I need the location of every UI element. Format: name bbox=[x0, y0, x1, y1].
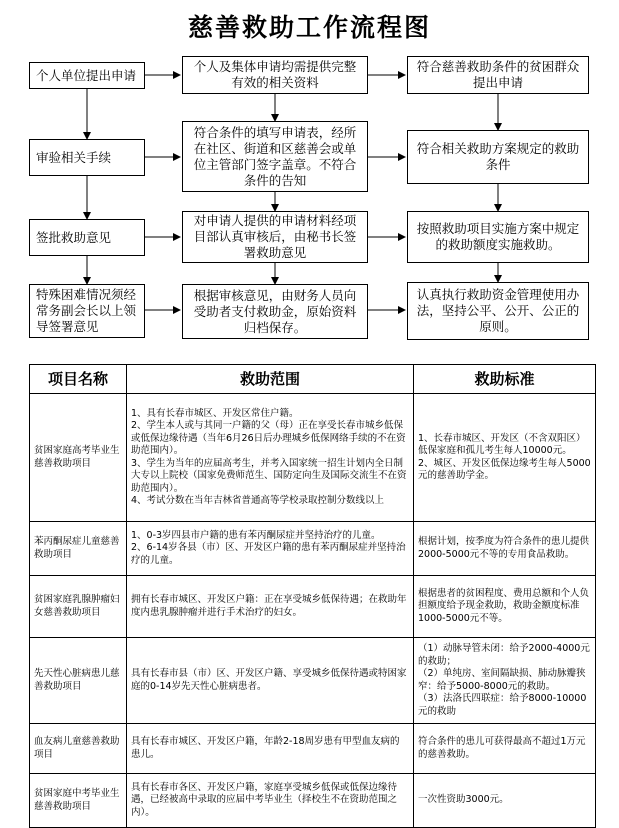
aid-projects-table bbox=[29, 364, 596, 828]
project-name: 苯丙酮尿症儿童慈善救助项目 bbox=[30, 522, 127, 576]
flow-step-conditions bbox=[407, 130, 589, 184]
project-standard: 根据患者的贫困程度、费用总额和个人负担额度给予现金救助，救助金额度标准1000-5000元不等。 bbox=[414, 576, 596, 638]
flow-step-verify bbox=[29, 139, 145, 176]
project-standard: 根据计划，按季度为符合条件的患儿提供2000-5000元不等的专用食品救助。 bbox=[414, 522, 596, 576]
flow-step-principles bbox=[407, 282, 589, 340]
flow-step-text: 认真执行救助资金管理使用办法，坚持公平、公开、公正的原则。 bbox=[416, 287, 580, 334]
project-name: 血友病儿童慈善救助项目 bbox=[30, 724, 127, 774]
table-row bbox=[30, 522, 596, 576]
flow-step-special bbox=[29, 284, 145, 338]
flow-step-review bbox=[182, 211, 368, 263]
project-name: 贫困家庭中考毕业生慈善救助项目 bbox=[30, 774, 127, 828]
project-scope: 拥有长春市城区、开发区户籍：正在享受城乡低保待遇；在救助年度内患乳腺肿瘤并进行手术治疗的妇女。 bbox=[127, 576, 414, 638]
project-standard: 1、长春市城区、开发区（不含双阳区）低保家庭和孤儿考生每人10000元。 2、城区、开发区低保边缘考生每人5000元的慈善助学金。 bbox=[414, 394, 596, 522]
page-title: 慈善救助工作流程图 bbox=[187, 13, 431, 42]
table-row bbox=[30, 774, 596, 828]
project-name: 先天性心脏病患儿慈善救助项目 bbox=[30, 638, 127, 724]
col-header-name: 项目名称 bbox=[30, 365, 127, 394]
table-row bbox=[30, 394, 596, 522]
table-row bbox=[30, 576, 596, 638]
flow-step-amount bbox=[407, 211, 589, 263]
flow-step-eligible bbox=[407, 56, 589, 94]
flow-step-text: 审验相关手续 bbox=[36, 149, 112, 165]
project-standard: 一次性资助3000元。 bbox=[414, 774, 596, 828]
col-header-standard: 救助标准 bbox=[414, 365, 596, 394]
flow-step-text: 特殊困难情况须经常务副会长以上领导签署意见 bbox=[36, 287, 137, 334]
project-scope: 1、具有长春市城区、开发区常住户籍。 2、学生本人或与其同一户籍的父（母）正在享受长春市城乡低保或低保边缘待遇（当年6月26日后办理城乡低保网络手续的不在资助范围内）。 3、学生为当年的应届高考生，并考入国家统一招生计划内全日制大专以上院校（国家免费师范生、国防定向生及国际交流生不在资助范围内）。 4、考试分数在当年吉林省普通高等学校录取控制分数线以上 bbox=[127, 394, 414, 522]
flow-step-text: 符合条件的填写申请表，经所在社区、街道和区慈善会或单位主管部门签字盖章。不符合条件的告知 bbox=[193, 124, 357, 188]
project-scope: 具有长春市县（市）区、开发区户籍、享受城乡低保待遇或特困家庭的0-14岁先天性心脏病患者。 bbox=[127, 638, 414, 724]
flow-step-materials bbox=[182, 56, 368, 94]
flow-step-payment bbox=[182, 284, 368, 339]
flow-step-text: 签批救助意见 bbox=[36, 229, 112, 245]
project-standard: （1）动脉导管未闭：给予2000-4000元的救助； （2）单纯房、室间隔缺损、肺动脉瓣狭窄：给予5000-8000元的救助。 （3）法洛氏四联症：给予8000-10000元的救助 bbox=[414, 638, 596, 724]
flow-step-text: 符合慈善救助条件的贫困群众提出申请 bbox=[416, 59, 580, 90]
project-name: 贫困家庭乳腺肿瘤妇女慈善救助项目 bbox=[30, 576, 127, 638]
project-standard: 符合条件的患儿可获得最高不超过1万元的慈善救助。 bbox=[414, 724, 596, 774]
project-name: 贫困家庭高考毕业生慈善救助项目 bbox=[30, 394, 127, 522]
flow-step-text: 个人单位提出申请 bbox=[36, 67, 137, 83]
project-scope: 1、0-3岁四县市户籍的患有苯丙酮尿症并坚持治疗的儿童。 2、6-14岁各县（市）区、开发区户籍的患有苯丙酮尿症并坚持治疗的儿童。 bbox=[127, 522, 414, 576]
col-header-scope: 救助范围 bbox=[127, 365, 414, 394]
flow-step-text: 按照救助项目实施方案中规定的救助额度实施救助。 bbox=[416, 221, 580, 252]
flow-step-form bbox=[182, 121, 368, 192]
project-scope: 具有长春市各区、开发区户籍，家庭享受城乡低保或低保边缘待遇，已经被高中录取的应届中考毕业生（择校生不在资助范围之内）。 bbox=[127, 774, 414, 828]
flow-step-text: 根据审核意见，由财务人员向受助者支付救助金，原始资料归档保存。 bbox=[193, 287, 357, 335]
flow-step-apply bbox=[29, 62, 145, 89]
flow-step-text: 符合相关救助方案规定的救助条件 bbox=[416, 141, 580, 172]
table-header-row bbox=[30, 365, 596, 394]
flow-step-text: 对申请人提供的申请材料经项目部认真审核后，由秘书长签署救助意见 bbox=[193, 213, 357, 260]
table-row bbox=[30, 724, 596, 774]
flow-step-text: 个人及集体申请均需提供完整有效的相关资料 bbox=[193, 59, 357, 90]
table-row bbox=[30, 638, 596, 724]
project-scope: 具有长春市城区、开发区户籍，年龄2-18周岁患有甲型血友病的患儿。 bbox=[127, 724, 414, 774]
flow-step-approve bbox=[29, 219, 145, 256]
